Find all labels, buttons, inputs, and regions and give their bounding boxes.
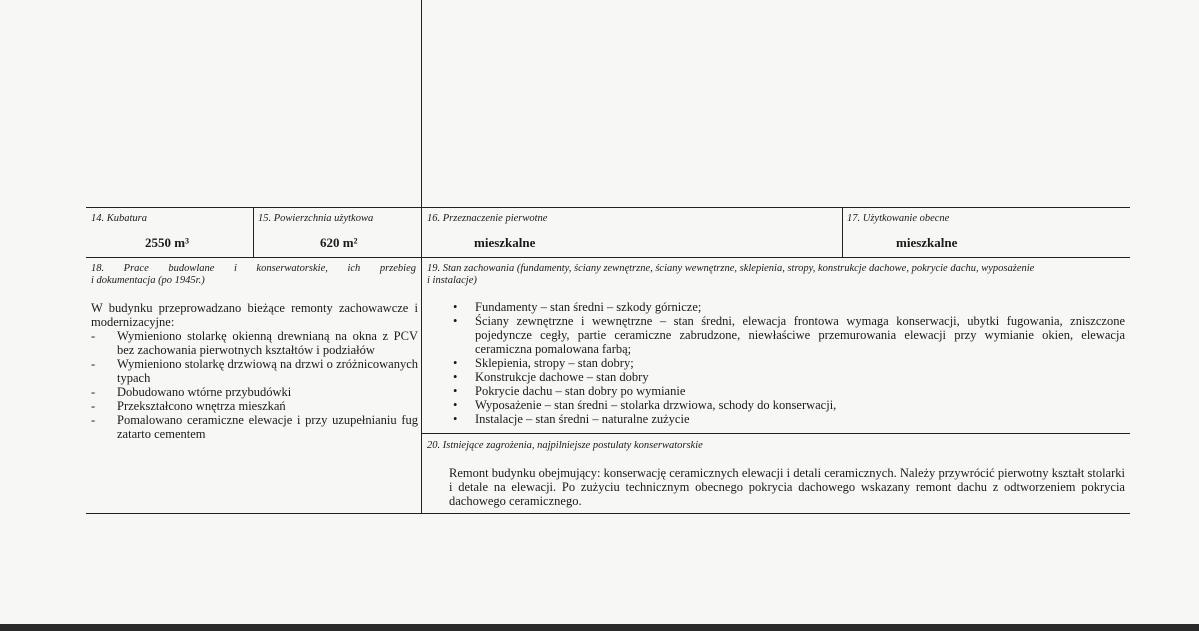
- list-item: - Wymieniono stolarkę drzwiową na drzwi o zróżnicowanych typach: [91, 357, 418, 385]
- list-item: - Wymieniono stolarkę okienną drewnianą na okna z PCV bez zachowania pierwotnych kształtów i podziałów: [91, 329, 418, 357]
- cell-19-label: [427, 263, 1127, 287]
- horizontal-line-bottom: [86, 513, 1130, 514]
- cell-19-label-line1: 19. Stan zachowania (fundamenty, ściany zewnętrzne, ściany wewnętrzne, sklepienia, stropy, konstrukcje dachowe, pokrycie dachu, wyposażenie: [427, 263, 1035, 274]
- horizontal-line-middle: [86, 257, 1130, 258]
- cell-19-list: [453, 300, 1125, 426]
- cell-16-label: 16. Przeznaczenie pierwotne: [427, 213, 548, 224]
- cell-16-value: mieszkalne: [474, 235, 536, 250]
- cell-17-value: mieszkalne: [896, 235, 958, 250]
- list-item: • Konstrukcje dachowe – stan dobry: [453, 370, 1125, 384]
- cell-19-content: [453, 300, 1125, 426]
- cell-18-label: [91, 263, 416, 287]
- list-item: - Dobudowano wtórne przybudówki: [91, 385, 418, 399]
- cell-18-label-line2: i dokumentacja (po 1945r.): [91, 275, 205, 286]
- cell-18-intro: W budynku przeprowadzano bieżące remonty zachowawcze i modernizacyjne:: [91, 301, 418, 329]
- cell-14-label: 14. Kubatura: [91, 213, 148, 224]
- cell-15-label: 15. Powierzchnia użytkowa: [258, 213, 374, 224]
- scan-bottom-edge: [0, 624, 1199, 631]
- cell-17-label: 17. Użytkowanie obecne: [847, 213, 950, 224]
- list-item: • Instalacje – stan średni – naturalne zużycie: [453, 412, 1125, 426]
- horizontal-line-19-20: [421, 433, 1130, 434]
- list-item: • Sklepienia, stropy – stan dobry;: [453, 356, 1125, 370]
- vertical-divider-16-17: [842, 207, 843, 257]
- list-item: - Przekształcono wnętrza mieszkań: [91, 399, 418, 413]
- cell-20-text: Remont budynku obejmujący: konserwację ceramicznych elewacji i detali ceramicznych. Należy przywrócić pierwotny kształt stolarki i detale na elewacji. Po zużyciu technicznym obecnego pokrycia dachowego wskazany remont dachu z odtworzeniem pokrycia dachowego ceramicznego.: [449, 466, 1125, 508]
- horizontal-line-top: [86, 207, 1130, 208]
- cell-18-label-line1: 18. Prace budowlane i konserwatorskie, ich przebieg: [91, 263, 416, 274]
- vertical-divider-14-15: [253, 207, 254, 257]
- list-item: • Ściany zewnętrzne i wewnętrzne – stan średni, elewacja frontowa wymaga konserwacji, ubytki fugowania, zniszczone pojedyncze cegły, partie ceramiczne zabrudzone, niewłaściwe przemurowania elewacji przy wymianie okien, elewacja ceramiczna pomalowana farbą;: [453, 314, 1125, 356]
- cell-15-value: 620 m²: [320, 235, 358, 250]
- cell-20-label: 20. Istniejące zagrożenia, najpilniejsze postulaty konserwatorskie: [427, 440, 703, 451]
- cell-14-value: 2550 m³: [145, 235, 189, 250]
- list-item: • Fundamenty – stan średni – szkody górnicze;: [453, 300, 1125, 314]
- list-item: • Wyposażenie – stan średni – stolarka drzwiowa, schody do konserwacji,: [453, 398, 1125, 412]
- list-item: • Pokrycie dachu – stan dobry po wymianie: [453, 384, 1125, 398]
- cell-19-label-line2: i instalacje): [427, 275, 477, 286]
- cell-18-list: [91, 329, 418, 441]
- list-item: - Pomalowano ceramiczne elewacje i przy uzupełnianiu fug zatarto cementem: [91, 413, 418, 441]
- cell-18-content: [91, 301, 418, 441]
